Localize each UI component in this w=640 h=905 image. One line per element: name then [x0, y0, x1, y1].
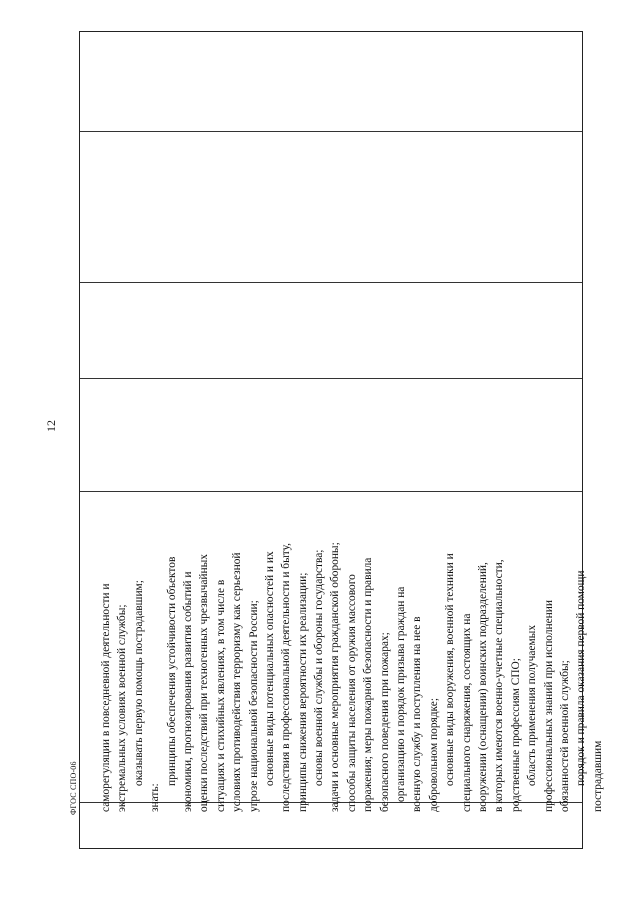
- section-label: знать:: [149, 783, 162, 812]
- text-line: способы защиты населения от оружия массового: [345, 574, 358, 812]
- text-line: специального снаряжения, состоящих на: [460, 613, 473, 812]
- text-line: экстремальных условиях военной службы;: [116, 604, 129, 812]
- text-line: саморегуляции в повседневной деятельности и: [100, 583, 112, 812]
- text-line: основные виды вооружения, военной техники и: [444, 553, 457, 786]
- text-line: принципы снижения вероятности их реализации;: [296, 572, 309, 812]
- text-line: порядок и правила оказания первой помощи: [575, 570, 588, 786]
- text-line: вооружении (оснащении) воинских подразделений,: [476, 562, 489, 812]
- text-line: угрозе национальной безопасности России;: [247, 600, 260, 812]
- row-divider: [80, 131, 582, 132]
- text-line: поражения; меры пожарной безопасности и правила: [362, 557, 375, 812]
- page-number: 12: [44, 420, 58, 432]
- competency-text-block: [98, 482, 604, 812]
- text-line: принципы обеспечения устойчивости объектов: [165, 556, 178, 786]
- text-line: оценки последствий при техногенных чрезвычайных: [198, 554, 211, 812]
- text-line: пострадавшим: [591, 740, 604, 812]
- text-line: область применения получаемых: [526, 624, 539, 786]
- text-line: основные виды потенциальных опасностей и их: [263, 551, 276, 786]
- text-line: условиях противодействия терроризму как серьезной: [231, 552, 244, 812]
- text-line: родственные профессиям СПО;: [509, 658, 522, 812]
- document-code: ФГОС СПО-06: [69, 761, 78, 815]
- row-divider: [80, 282, 582, 283]
- row-divider: [80, 378, 582, 379]
- text-line: организацию и порядок призыва граждан на: [395, 586, 408, 802]
- text-line: профессиональных знаний при исполнении: [542, 600, 555, 812]
- text-line: задачи и основные мероприятия гражданской обороны;: [329, 542, 342, 812]
- text-line: экономики, прогнозирования развития событий и: [181, 571, 194, 812]
- text-line: ситуациях и стихийных явлениях, в том числе в: [214, 579, 227, 812]
- text-line: основы военной службы и обороны государства;: [313, 549, 326, 786]
- text-line: в которых имеются военно-учетные специальности,: [493, 559, 506, 812]
- text-line: добровольном порядке;: [427, 697, 440, 812]
- text-line: военную службу и поступления на нее в: [411, 616, 424, 812]
- text-line: последствия в профессиональной деятельности и быту,: [280, 543, 293, 812]
- text-line: безопасного поведения при пожарах;: [378, 632, 391, 812]
- text-line: обязанностей военной службы;: [558, 660, 571, 812]
- text-line: оказывать первую помощь пострадавшим;: [132, 580, 145, 786]
